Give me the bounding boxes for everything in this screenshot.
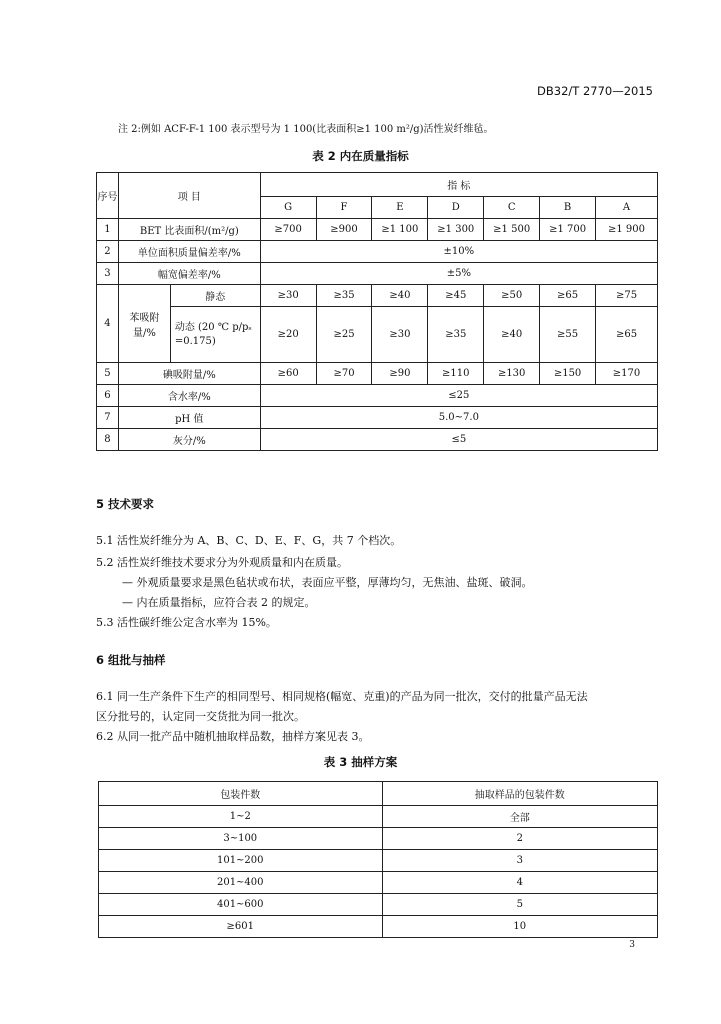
row2-no: 2	[97, 241, 119, 263]
grade-g: G	[260, 197, 316, 219]
row4-item: 苯吸附量/%	[118, 285, 170, 363]
row4-dyn-val: ≥30	[372, 307, 428, 363]
row5-no: 5	[97, 363, 119, 385]
para-6-1-cont: 区分批号的，认定同一交货批为同一批次。	[96, 710, 305, 723]
row3-item: 幅宽偏差率/%	[118, 263, 260, 285]
table3-caption: 表 3 抽样方案	[323, 755, 398, 769]
row5-val: ≥130	[484, 363, 540, 385]
row4-static-val: ≥30	[260, 285, 316, 307]
row4-static-val: ≥40	[372, 285, 428, 307]
para-5-3: 5.3 活性碳纤维公定含水率为 15%。	[96, 616, 277, 629]
row1-val: ≥900	[316, 219, 372, 241]
para-5-2: 5.2 活性炭纤维技术要求分为外观质量和内在质量。	[96, 556, 348, 569]
row4-dyn-val: ≥20	[260, 307, 316, 363]
t3-header-samples: 抽取样品的包装件数	[382, 782, 657, 806]
grade-d: D	[428, 197, 484, 219]
row1-val: ≥1 700	[540, 219, 596, 241]
table2-caption: 表 2 内在质量指标	[312, 149, 409, 163]
row4-dyn-val: ≥25	[316, 307, 372, 363]
row2-val: ±10%	[260, 241, 657, 263]
row8-no: 8	[97, 429, 119, 451]
grade-a: A	[596, 197, 658, 219]
row1-val: ≥700	[260, 219, 316, 241]
quality-index-table	[96, 172, 658, 451]
row4-dyn-val: ≥55	[540, 307, 596, 363]
row3-val: ±5%	[260, 263, 657, 285]
table-row-count: 4	[382, 872, 657, 894]
row4-static-val: ≥50	[484, 285, 540, 307]
row4-no: 4	[97, 285, 119, 363]
row5-val: ≥170	[596, 363, 658, 385]
grade-f: F	[316, 197, 372, 219]
row5-val: ≥70	[316, 363, 372, 385]
grade-c: C	[484, 197, 540, 219]
row1-val: ≥1 300	[428, 219, 484, 241]
row4-static-val: ≥35	[316, 285, 372, 307]
row5-val: ≥110	[428, 363, 484, 385]
row6-no: 6	[97, 385, 119, 407]
t3-header-packages: 包装件数	[99, 782, 383, 806]
para-6-2: 6.2 从同一批产品中随机抽取样品数，抽样方案见表 3。	[96, 730, 370, 743]
row4-dynamic-label: 动态 (20 ℃ p/pₛ =0.175)	[170, 307, 260, 363]
row8-val: ≤5	[260, 429, 657, 451]
row4-dyn-val: ≥65	[596, 307, 658, 363]
row1-val: ≥1 900	[596, 219, 658, 241]
row6-item: 含水率/%	[118, 385, 260, 407]
row5-val: ≥90	[372, 363, 428, 385]
row8-item: 灰分/%	[118, 429, 260, 451]
section5-title: 5 技术要求	[96, 497, 155, 511]
row7-item: pH 值	[118, 407, 260, 429]
row4-static-label: 静态	[170, 285, 260, 307]
table-row-range: 3~100	[99, 828, 383, 850]
table-row-range: 1~2	[99, 806, 383, 828]
para-6-1: 6.1 同一生产条件下生产的相同型号、相同规格(幅宽、克重)的产品为同一批次，交付的批量产品无法	[96, 690, 588, 703]
row4-static-val: ≥45	[428, 285, 484, 307]
document-code: DB32/T 2770—2015	[537, 84, 653, 98]
table-note: 注 2:例如 ACF-F-1 100 表示型号为 1 100(比表面积≥1 100 m²/g)活性炭纤维毡。	[118, 124, 494, 135]
sampling-table	[98, 781, 658, 938]
table-row-range: ≥601	[99, 916, 383, 938]
grade-b: B	[540, 197, 596, 219]
row5-item: 碘吸附量/%	[118, 363, 260, 385]
table-row-range: 401~600	[99, 894, 383, 916]
row5-val: ≥150	[540, 363, 596, 385]
section6-title: 6 组批与抽样	[96, 653, 166, 667]
row7-no: 7	[97, 407, 119, 429]
row1-val: ≥1 100	[372, 219, 428, 241]
row6-val: ≤25	[260, 385, 657, 407]
row4-static-val: ≥65	[540, 285, 596, 307]
row3-no: 3	[97, 263, 119, 285]
table-row-count: 5	[382, 894, 657, 916]
table-row-count: 全部	[382, 806, 657, 828]
row7-val: 5.0~7.0	[260, 407, 657, 429]
para-5-1: 5.1 活性炭纤维分为 A、B、C、D、E、F、G，共 7 个档次。	[96, 534, 402, 547]
row2-item: 单位面积质量偏差率/%	[118, 241, 260, 263]
table-row-count: 10	[382, 916, 657, 938]
header-item: 项 目	[118, 173, 260, 219]
grade-e: E	[372, 197, 428, 219]
header-no: 序号	[97, 173, 119, 219]
row4-dyn-val: ≥35	[428, 307, 484, 363]
row1-val: ≥1 500	[484, 219, 540, 241]
table-row-range: 201~400	[99, 872, 383, 894]
page-number: 3	[629, 940, 635, 950]
para-5-2b: — 内在质量指标，应符合表 2 的规定。	[122, 596, 316, 609]
para-5-2a: — 外观质量要求是黑色毡状或布状，表面应平整，厚薄均匀，无焦油、盐斑、破洞。	[122, 576, 533, 589]
header-index: 指 标	[260, 173, 657, 197]
table-row-count: 2	[382, 828, 657, 850]
table-row-count: 3	[382, 850, 657, 872]
table-row-range: 101~200	[99, 850, 383, 872]
row1-item: BET 比表面积/(m²/g)	[118, 219, 260, 241]
row1-no: 1	[97, 219, 119, 241]
row4-dyn-val: ≥40	[484, 307, 540, 363]
row5-val: ≥60	[260, 363, 316, 385]
row4-static-val: ≥75	[596, 285, 658, 307]
